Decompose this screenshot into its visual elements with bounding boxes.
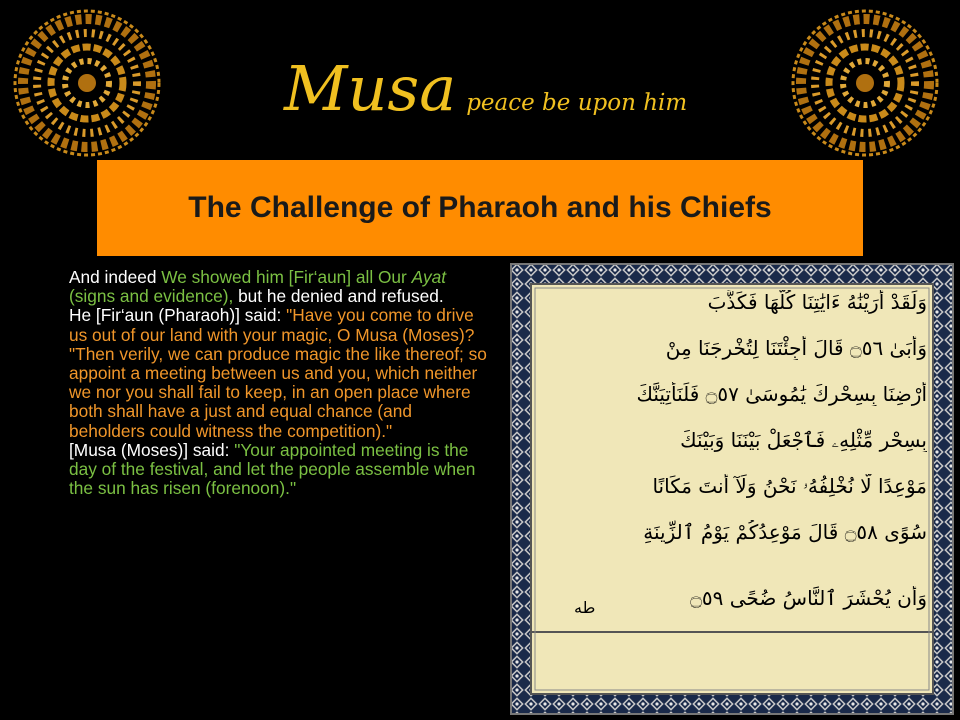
verse-line: وَلَقَدْ أَرَيْنَٰهُ ءَايَٰتِنَا كُلَّهَا فَكَذَّبَ xyxy=(707,290,927,314)
surah-label: طه xyxy=(574,598,596,617)
narration-paragraph-2 xyxy=(69,306,489,344)
narration-text xyxy=(69,268,489,498)
verse-line: وَأَن يُحْشَرَ ٱلنَّاسُ ضُحًى ۝٥٩ xyxy=(690,586,927,610)
narration-paragraph-3 xyxy=(69,345,489,441)
banner-title: The Challenge of Pharaoh and his Chiefs xyxy=(188,191,772,224)
narration-paragraph-1 xyxy=(69,268,489,306)
text-segment: but he denied and refused. xyxy=(233,286,444,307)
text-segment: He [Fir‘aun (Pharaoh)] said: xyxy=(69,305,287,326)
text-segment: Ayat xyxy=(411,267,447,287)
verse-line: أَرْضِنَا بِسِحْرِكَ يَٰمُوسَىٰ ۝٥٧ فَلَنَأْتِيَنَّكَ xyxy=(636,382,927,406)
heading-banner xyxy=(97,160,863,256)
narration-paragraph-4 xyxy=(69,441,489,499)
text-segment: "Then verily, we can produce magic the like thereof; so appoint a meeting between us and you, which neither we nor you shall fail to keep, in an open place where both shall have a just and equal chance (and beholders could witness the competition)." xyxy=(69,343,487,441)
text-segment: We showed him [Fir‘aun] all Our xyxy=(161,267,412,287)
verse-line: وَأَبَىٰ ۝٥٦ قَالَ أَجِئْتَنَا لِتُخْرِجَنَا مِنْ xyxy=(665,336,927,360)
quran-verses xyxy=(535,288,927,628)
verse-line: بِسِحْرٍ مِّثْلِهِۦ فَٱجْعَلْ بَيْنَنَا وَبَيْنَكَ xyxy=(680,428,927,452)
calligraphy-medallion-icon xyxy=(12,8,162,158)
verse-line: مَوْعِدًا لَّا نُخْلِفُهُۥ نَحْنُ وَلَآ أَنتَ مَكَانًا xyxy=(652,474,927,498)
title-subtitle: peace be upon him xyxy=(466,90,688,116)
title-main: Musa xyxy=(284,52,457,125)
text-segment: (signs and evidence), xyxy=(69,286,234,307)
text-segment: "Have you come to drive us out of our land with your magic, O Musa (Moses)? xyxy=(69,305,475,345)
page-title xyxy=(284,52,687,125)
text-segment: "Your appointed meeting is the day of the festival, and let the people assemble when the sun has risen (forenoon)." xyxy=(69,439,476,499)
calligraphy-medallion-icon xyxy=(790,8,940,158)
text-segment: [Musa (Moses)] said: xyxy=(69,439,235,460)
text-segment: And indeed xyxy=(69,267,162,287)
verse-line: سُوًى ۝٥٨ قَالَ مَوْعِدُكُمْ يَوْمُ ٱلزِّينَةِ xyxy=(643,520,927,544)
